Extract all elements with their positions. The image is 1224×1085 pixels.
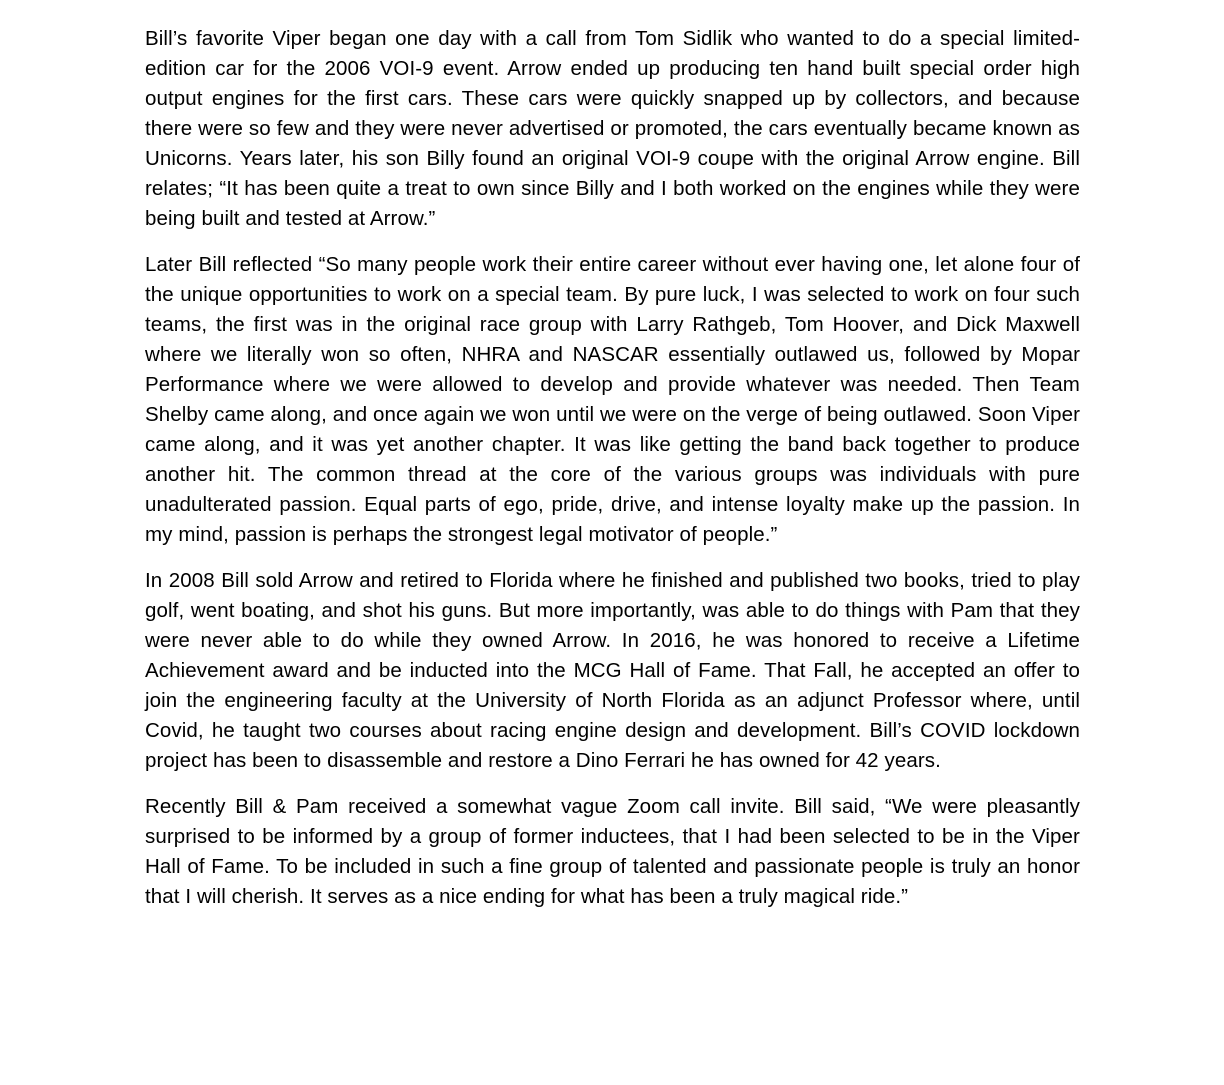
paragraph-viper-hall-of-fame: Recently Bill & Pam received a somewhat vague Zoom call invite. Bill said, “We were pleasantly surprised to be informed by a group of former inductees, that I had been selected to be in the Viper Hall of Fame. To be included in such a fine group of talented and passionate people is truly an honor that I will cherish. It serves as a nice ending for what has been a truly magical ride.” — [145, 795, 1080, 908]
paragraph-bill-reflected-teams: Later Bill reflected “So many people work their entire career without ever having one, let alone four of the unique opportunities to work on a special team. By pure luck, I was selected to work on four such teams, the first was in the original race group with Larry Rathgeb, Tom Hoover, and Dick Maxwell where we literally won so often, NHRA and NASCAR essentially outlawed us, followed by Mopar Performance where we were allowed to develop and provide whatever was needed. Then Team Shelby came along, and once again we won until we were on the verge of being outlawed. Soon Viper came along, and it was yet another chapter. It was like getting the band back together to produce another hit. The common thread at the core of the various groups was individuals with pure unadulterated passion. Equal parts of ego, pride, drive, and intense loyalty make up the passion. In my mind, passion is perhaps the strongest legal motivator of people.” — [145, 253, 1080, 546]
paragraph-2008-retirement: In 2008 Bill sold Arrow and retired to Florida where he finished and published two books, tried to play golf, went boating, and shot his guns. But more importantly, was able to do things with Pam that they were never able to do while they owned Arrow. In 2016, he was honored to receive a Lifetime Achievement award and be inducted into the MCG Hall of Fame. That Fall, he accepted an offer to join the engineering faculty at the University of North Florida as an adjunct Professor where, until Covid, he taught two courses about racing engine design and development. Bill’s COVID lockdown project has been to disassemble and restore a Dino Ferrari he has owned for 42 years. — [145, 569, 1080, 772]
paragraph-bills-favorite-viper: Bill’s favorite Viper began one day with a call from Tom Sidlik who wanted to do a special limited-edition car for the 2006 VOI-9 event. Arrow ended up producing ten hand built special order high output engines for the first cars. These cars were quickly snapped up by collectors, and because there were so few and they were never advertised or promoted, the cars eventually became known as Unicorns. Years later, his son Billy found an original VOI-9 coupe with the original Arrow engine. Bill relates; “It has been quite a treat to own since Billy and I both worked on the engines while they were being built and tested at Arrow.” — [145, 27, 1080, 230]
